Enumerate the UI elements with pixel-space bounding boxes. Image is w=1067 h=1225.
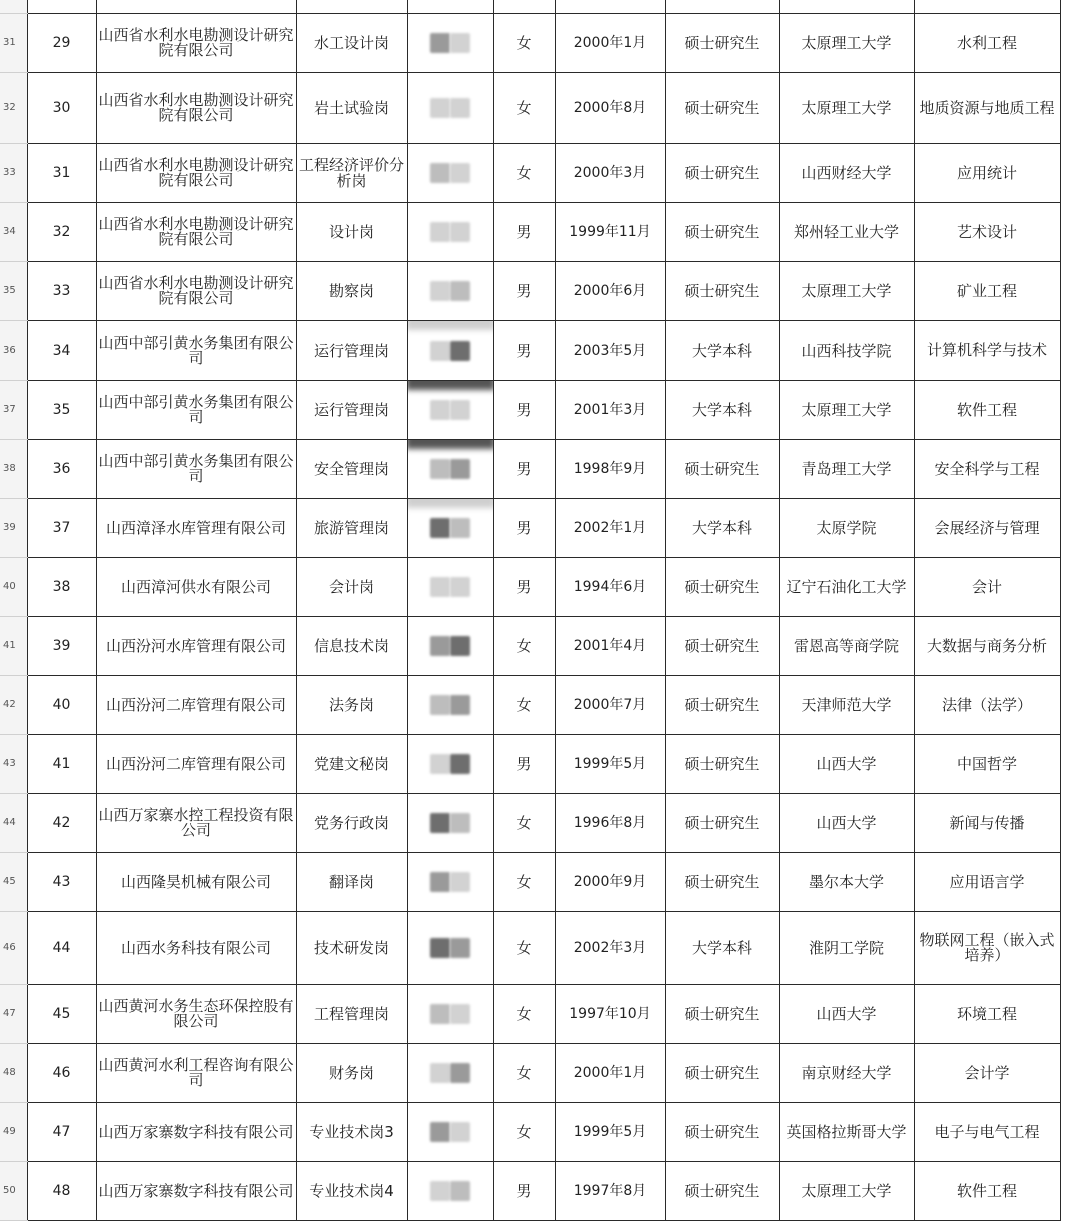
education: 大学本科	[665, 381, 779, 440]
position: 翻译岗	[296, 853, 407, 912]
major: 电子与电气工程	[914, 1103, 1060, 1162]
serial-number: 42	[27, 794, 96, 853]
serial-number: 46	[27, 1044, 96, 1103]
row-number: 34	[0, 203, 27, 262]
education: 硕士研究生	[665, 203, 779, 262]
name-cell	[407, 676, 493, 735]
major: 物联网工程（嵌入式培养）	[914, 912, 1060, 985]
name-cell	[407, 794, 493, 853]
redacted-name	[430, 636, 450, 656]
serial-number: 47	[27, 1103, 96, 1162]
redacted-name	[430, 1063, 450, 1083]
name-cell	[407, 144, 493, 203]
education: 硕士研究生	[665, 853, 779, 912]
birth-date: 2000年9月	[555, 853, 665, 912]
gender: 女	[493, 1044, 555, 1103]
serial-number: 38	[27, 558, 96, 617]
school: 山西科技学院	[779, 321, 914, 381]
row-number: 49	[0, 1103, 27, 1162]
birth-date: 1997年10月	[555, 985, 665, 1044]
major: 大数据与商务分析	[914, 617, 1060, 676]
redacted-name	[450, 33, 470, 53]
name-cell	[407, 203, 493, 262]
position: 专业技术岗3	[296, 1103, 407, 1162]
row-number: 32	[0, 73, 27, 144]
school: 天津师范大学	[779, 676, 914, 735]
birth-date: 2000年8月	[555, 73, 665, 144]
gender: 女	[493, 144, 555, 203]
organization: 山西水务科技有限公司	[96, 912, 296, 985]
redacted-name	[430, 695, 450, 715]
table-row	[0, 1103, 1060, 1162]
organization: 山西万家寨水控工程投资有限公司	[96, 794, 296, 853]
gender: 男	[493, 1162, 555, 1221]
redacted-name	[430, 341, 450, 361]
redacted-name	[430, 1122, 450, 1142]
position: 财务岗	[296, 1044, 407, 1103]
table-row	[0, 1162, 1060, 1221]
school: 太原理工大学	[779, 381, 914, 440]
row-number: 46	[0, 912, 27, 985]
serial-number: 45	[27, 985, 96, 1044]
position: 运行管理岗	[296, 321, 407, 381]
school: 太原学院	[779, 499, 914, 558]
school: 郑州轻工业大学	[779, 203, 914, 262]
table-row	[0, 1044, 1060, 1103]
major: 矿业工程	[914, 262, 1060, 321]
position: 党建文秘岗	[296, 735, 407, 794]
serial-number: 31	[27, 144, 96, 203]
row-number: 37	[0, 381, 27, 440]
table-row	[0, 794, 1060, 853]
redacted-name	[450, 695, 470, 715]
redacted-name	[430, 1004, 450, 1024]
redacted-name	[450, 518, 470, 538]
redacted-name	[450, 872, 470, 892]
education: 大学本科	[665, 321, 779, 381]
gender: 女	[493, 676, 555, 735]
redacted-name	[430, 872, 450, 892]
birth-date: 1998年9月	[555, 440, 665, 499]
redacted-name	[430, 222, 450, 242]
education: 硕士研究生	[665, 1103, 779, 1162]
name-cell	[407, 1162, 493, 1221]
organization: 山西汾河水库管理有限公司	[96, 617, 296, 676]
redacted-name	[450, 163, 470, 183]
position: 旅游管理岗	[296, 499, 407, 558]
redacted-name	[450, 98, 470, 118]
gender: 女	[493, 73, 555, 144]
redacted-name	[430, 938, 450, 958]
gender: 女	[493, 1103, 555, 1162]
redacted-name	[450, 577, 470, 597]
organization: 山西中部引黄水务集团有限公司	[96, 381, 296, 440]
table-row	[0, 676, 1060, 735]
name-cell	[407, 73, 493, 144]
birth-date: 2001年4月	[555, 617, 665, 676]
redacted-name	[450, 1181, 470, 1201]
redacted-name	[430, 98, 450, 118]
position: 安全管理岗	[296, 440, 407, 499]
education: 大学本科	[665, 499, 779, 558]
position: 勘察岗	[296, 262, 407, 321]
gender: 女	[493, 912, 555, 985]
school: 雷恩高等商学院	[779, 617, 914, 676]
education: 硕士研究生	[665, 985, 779, 1044]
major: 地质资源与地质工程	[914, 73, 1060, 144]
organization: 山西黄河水利工程咨询有限公司	[96, 1044, 296, 1103]
school: 英国格拉斯哥大学	[779, 1103, 914, 1162]
name-cell	[407, 735, 493, 794]
name-cell	[407, 1103, 493, 1162]
education: 硕士研究生	[665, 14, 779, 73]
redacted-name	[450, 813, 470, 833]
school: 南京财经大学	[779, 1044, 914, 1103]
position: 会计岗	[296, 558, 407, 617]
position: 党务行政岗	[296, 794, 407, 853]
birth-date: 2000年3月	[555, 144, 665, 203]
organization: 山西省水利水电勘测设计研究院有限公司	[96, 203, 296, 262]
position: 工程管理岗	[296, 985, 407, 1044]
birth-date: 1999年5月	[555, 735, 665, 794]
gender: 女	[493, 14, 555, 73]
gender: 男	[493, 203, 555, 262]
serial-number: 32	[27, 203, 96, 262]
name-cell	[407, 1044, 493, 1103]
school: 太原理工大学	[779, 14, 914, 73]
major: 法律（法学）	[914, 676, 1060, 735]
table-row	[0, 912, 1060, 985]
birth-date: 1999年5月	[555, 1103, 665, 1162]
table-row	[0, 14, 1060, 73]
redacted-name	[430, 1181, 450, 1201]
major: 水利工程	[914, 14, 1060, 73]
redaction-smear	[407, 499, 493, 509]
school: 淮阴工学院	[779, 912, 914, 985]
serial-number: 36	[27, 440, 96, 499]
major: 计算机科学与技术	[914, 321, 1060, 381]
gender: 女	[493, 853, 555, 912]
redacted-name	[450, 636, 470, 656]
row-number: 31	[0, 14, 27, 73]
table-row	[0, 262, 1060, 321]
serial-number: 34	[27, 321, 96, 381]
gender: 女	[493, 794, 555, 853]
position: 专业技术岗4	[296, 1162, 407, 1221]
table-row	[0, 203, 1060, 262]
table-row	[0, 144, 1060, 203]
name-cell	[407, 617, 493, 676]
gender: 男	[493, 558, 555, 617]
table-row	[0, 321, 1060, 381]
gender: 男	[493, 735, 555, 794]
school: 山西财经大学	[779, 144, 914, 203]
organization: 山西省水利水电勘测设计研究院有限公司	[96, 144, 296, 203]
row-number: 38	[0, 440, 27, 499]
birth-date: 2000年1月	[555, 1044, 665, 1103]
row-number: 47	[0, 985, 27, 1044]
gender: 男	[493, 499, 555, 558]
major: 软件工程	[914, 1162, 1060, 1221]
major: 会展经济与管理	[914, 499, 1060, 558]
name-cell	[407, 262, 493, 321]
serial-number: 39	[27, 617, 96, 676]
position: 设计岗	[296, 203, 407, 262]
row-number: 33	[0, 144, 27, 203]
serial-number: 41	[27, 735, 96, 794]
education: 硕士研究生	[665, 735, 779, 794]
organization: 山西中部引黄水务集团有限公司	[96, 440, 296, 499]
redaction-smear	[407, 381, 493, 391]
table-row	[0, 735, 1060, 794]
organization: 山西万家寨数字科技有限公司	[96, 1162, 296, 1221]
major: 安全科学与工程	[914, 440, 1060, 499]
organization: 山西省水利水电勘测设计研究院有限公司	[96, 262, 296, 321]
birth-date: 2002年3月	[555, 912, 665, 985]
major: 会计	[914, 558, 1060, 617]
organization: 山西省水利水电勘测设计研究院有限公司	[96, 14, 296, 73]
organization: 山西漳河供水有限公司	[96, 558, 296, 617]
table-row	[0, 558, 1060, 617]
table-row	[0, 499, 1060, 558]
major: 中国哲学	[914, 735, 1060, 794]
redacted-name	[450, 1004, 470, 1024]
school: 太原理工大学	[779, 262, 914, 321]
redacted-name	[450, 459, 470, 479]
birth-date: 1999年11月	[555, 203, 665, 262]
table-row	[0, 73, 1060, 144]
organization: 山西中部引黄水务集团有限公司	[96, 321, 296, 381]
organization: 山西隆昊机械有限公司	[96, 853, 296, 912]
row-number: 45	[0, 853, 27, 912]
redacted-name	[430, 813, 450, 833]
serial-number: 33	[27, 262, 96, 321]
position: 水工设计岗	[296, 14, 407, 73]
education: 硕士研究生	[665, 794, 779, 853]
redacted-name	[430, 754, 450, 774]
redaction-smear	[407, 440, 493, 450]
position: 工程经济评价分析岗	[296, 144, 407, 203]
table-row-partial	[0, 0, 1060, 14]
gender: 男	[493, 381, 555, 440]
name-cell	[407, 985, 493, 1044]
name-cell	[407, 14, 493, 73]
serial-number: 35	[27, 381, 96, 440]
row-number: 44	[0, 794, 27, 853]
major: 环境工程	[914, 985, 1060, 1044]
name-cell	[407, 853, 493, 912]
position: 技术研发岗	[296, 912, 407, 985]
name-cell	[407, 912, 493, 985]
row-number: 50	[0, 1162, 27, 1221]
position: 信息技术岗	[296, 617, 407, 676]
row-number: 35	[0, 262, 27, 321]
redacted-name	[450, 281, 470, 301]
organization: 山西万家寨数字科技有限公司	[96, 1103, 296, 1162]
major: 会计学	[914, 1044, 1060, 1103]
table-row	[0, 853, 1060, 912]
birth-date: 2000年6月	[555, 262, 665, 321]
redacted-name	[430, 518, 450, 538]
redacted-name	[450, 1122, 470, 1142]
education: 硕士研究生	[665, 676, 779, 735]
gender: 女	[493, 617, 555, 676]
major: 新闻与传播	[914, 794, 1060, 853]
gender: 男	[493, 262, 555, 321]
birth-date: 2000年7月	[555, 676, 665, 735]
redacted-name	[450, 1063, 470, 1083]
organization: 山西漳泽水库管理有限公司	[96, 499, 296, 558]
table-row	[0, 440, 1060, 499]
name-cell	[407, 381, 493, 440]
serial-number: 30	[27, 73, 96, 144]
gender: 男	[493, 321, 555, 381]
row-number: 40	[0, 558, 27, 617]
gender: 女	[493, 985, 555, 1044]
serial-number: 48	[27, 1162, 96, 1221]
major: 应用语言学	[914, 853, 1060, 912]
education: 硕士研究生	[665, 262, 779, 321]
school: 太原理工大学	[779, 73, 914, 144]
redacted-name	[430, 400, 450, 420]
school: 山西大学	[779, 794, 914, 853]
serial-number: 44	[27, 912, 96, 985]
major: 软件工程	[914, 381, 1060, 440]
name-cell	[407, 558, 493, 617]
serial-number: 37	[27, 499, 96, 558]
redacted-name	[430, 163, 450, 183]
education: 硕士研究生	[665, 73, 779, 144]
row-number: 36	[0, 321, 27, 381]
table-row	[0, 985, 1060, 1044]
position: 法务岗	[296, 676, 407, 735]
education: 硕士研究生	[665, 558, 779, 617]
education: 硕士研究生	[665, 1044, 779, 1103]
birth-date: 2001年3月	[555, 381, 665, 440]
row-number: 42	[0, 676, 27, 735]
education: 硕士研究生	[665, 1162, 779, 1221]
school: 青岛理工大学	[779, 440, 914, 499]
birth-date: 2003年5月	[555, 321, 665, 381]
row-number: 41	[0, 617, 27, 676]
education: 硕士研究生	[665, 144, 779, 203]
birth-date: 1997年8月	[555, 1162, 665, 1221]
redacted-name	[430, 577, 450, 597]
table-row	[0, 617, 1060, 676]
birth-date: 2002年1月	[555, 499, 665, 558]
birth-date: 2000年1月	[555, 14, 665, 73]
organization: 山西省水利水电勘测设计研究院有限公司	[96, 73, 296, 144]
position: 运行管理岗	[296, 381, 407, 440]
table-row	[0, 381, 1060, 440]
organization: 山西黄河水务生态环保控股有限公司	[96, 985, 296, 1044]
major: 艺术设计	[914, 203, 1060, 262]
gender: 男	[493, 440, 555, 499]
education: 大学本科	[665, 912, 779, 985]
education: 硕士研究生	[665, 440, 779, 499]
school: 山西大学	[779, 985, 914, 1044]
organization: 山西汾河二库管理有限公司	[96, 735, 296, 794]
row-number: 48	[0, 1044, 27, 1103]
serial-number: 43	[27, 853, 96, 912]
major: 应用统计	[914, 144, 1060, 203]
birth-date: 1996年8月	[555, 794, 665, 853]
redacted-name	[450, 341, 470, 361]
organization: 山西汾河二库管理有限公司	[96, 676, 296, 735]
education: 硕士研究生	[665, 617, 779, 676]
school: 辽宁石油化工大学	[779, 558, 914, 617]
serial-number: 40	[27, 676, 96, 735]
row-number: 39	[0, 499, 27, 558]
school: 墨尔本大学	[779, 853, 914, 912]
redacted-name	[450, 938, 470, 958]
redacted-name	[450, 222, 470, 242]
row-number: 43	[0, 735, 27, 794]
name-cell	[407, 440, 493, 499]
name-cell	[407, 499, 493, 558]
redacted-name	[450, 400, 470, 420]
redacted-name	[450, 754, 470, 774]
redaction-smear	[407, 321, 493, 331]
name-cell	[407, 321, 493, 381]
serial-number: 29	[27, 14, 96, 73]
school: 山西大学	[779, 735, 914, 794]
school: 太原理工大学	[779, 1162, 914, 1221]
redacted-name	[430, 33, 450, 53]
redacted-name	[430, 459, 450, 479]
redacted-name	[430, 281, 450, 301]
birth-date: 1994年6月	[555, 558, 665, 617]
position: 岩土试验岗	[296, 73, 407, 144]
